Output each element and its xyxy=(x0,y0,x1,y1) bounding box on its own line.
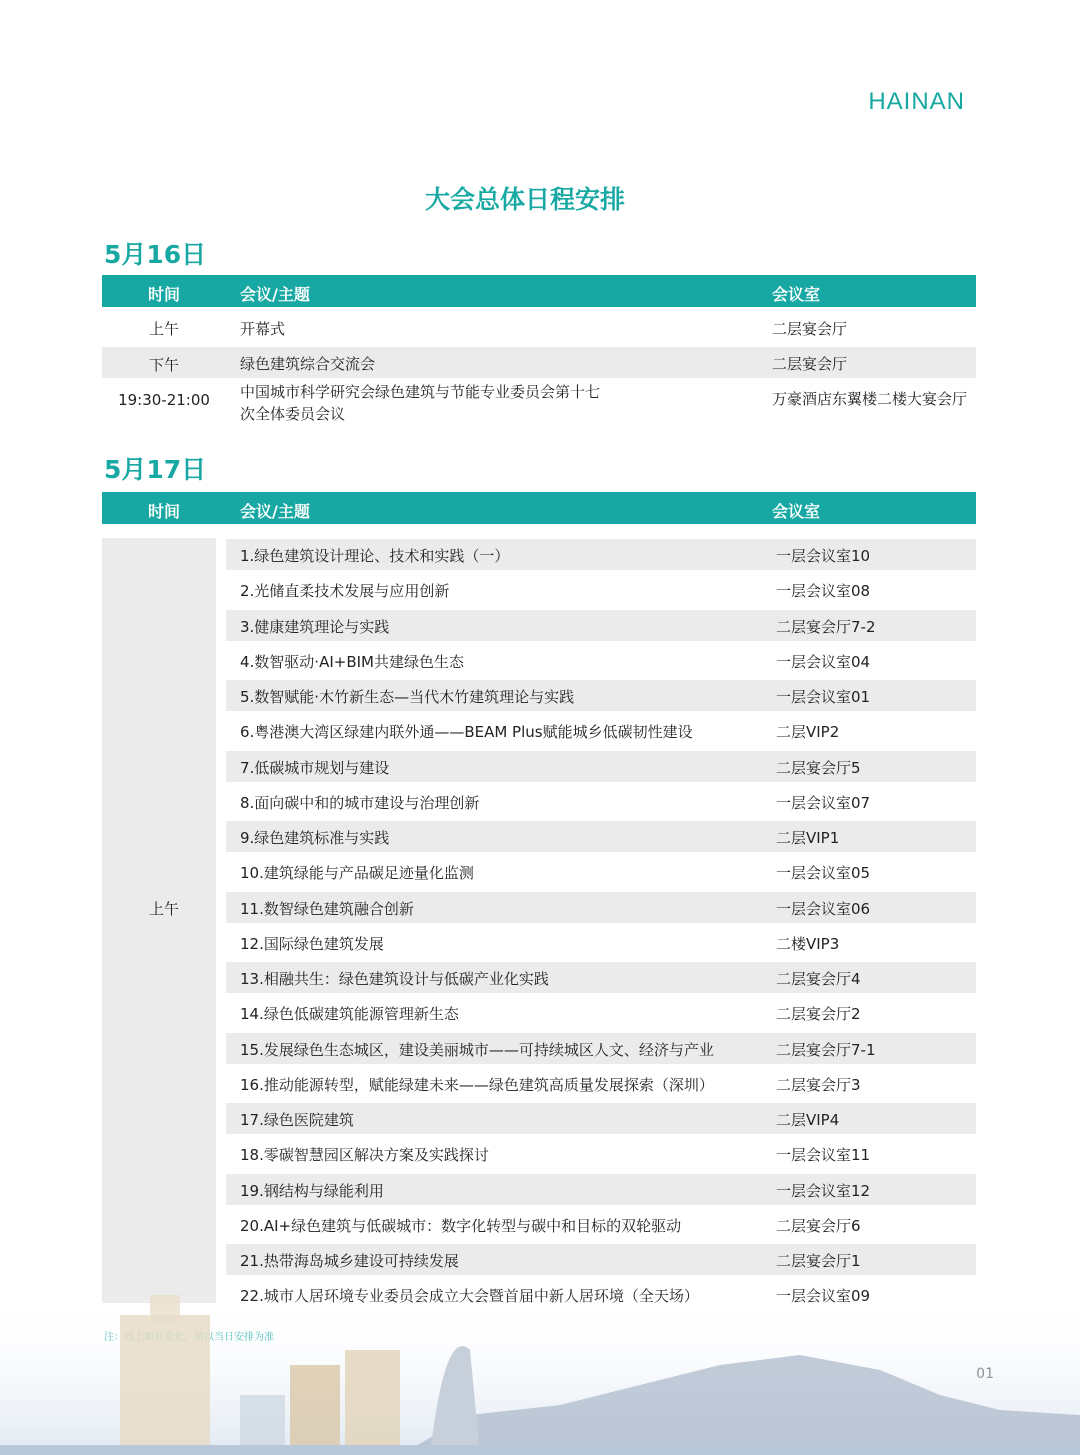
table-row xyxy=(226,997,976,1028)
session-topic: 15.发展绿色生态城区，建设美丽城市——可持续城区人文、经济与产业 xyxy=(240,1040,714,1059)
table-row xyxy=(226,1138,976,1169)
session-room: 二层宴会厅7-1 xyxy=(776,1040,876,1059)
session-topic: 18.零碳智慧园区解决方案及实践探讨 xyxy=(240,1146,489,1165)
session-room: 一层会议室06 xyxy=(776,899,871,918)
session-room: 一层会议室08 xyxy=(776,582,871,601)
table-row xyxy=(226,1068,976,1099)
header-room: 会议室 xyxy=(772,502,821,521)
session-topic: 12.国际绿色建筑发展 xyxy=(240,934,384,953)
session-room: 二层宴会厅5 xyxy=(776,758,861,777)
table-row xyxy=(102,347,976,378)
session-room: 二层VIP4 xyxy=(776,1111,840,1129)
session-topic: 9.绿色建筑标准与实践 xyxy=(240,829,390,847)
session-topic: 8.面向碳中和的城市建设与治理创新 xyxy=(240,793,480,812)
row-topic-line2: 次全体委员会议 xyxy=(240,405,346,423)
table-row xyxy=(226,962,976,993)
table-row xyxy=(226,574,976,605)
session-topic: 6.粤港澳大湾区绿建内联外通——BEAM Plus赋能城乡低碳韧性建设 xyxy=(240,723,693,742)
session-room: 一层会议室12 xyxy=(776,1181,871,1200)
table-row xyxy=(102,311,976,343)
row-topic: 绿色建筑综合交流会 xyxy=(240,355,376,373)
page-title: 大会总体日程安排 xyxy=(424,185,625,214)
session-topic: 4.数智驱动·AI+BIM共建绿色生态 xyxy=(240,652,464,671)
session-topic: 14.绿色低碳建筑能源管理新生态 xyxy=(240,1005,459,1024)
brand-label: HAINAN xyxy=(868,88,965,115)
session-topic: 3.健康建筑理论与实践 xyxy=(240,617,390,636)
session-topic: 1.绿色建筑设计理论、技术和实践（一） xyxy=(240,547,510,565)
row-topic-line1: 中国城市科学研究会绿色建筑与节能专业委员会第十七 xyxy=(240,383,601,401)
session-topic: 10.建筑绿能与产品碳足迹量化监测 xyxy=(240,864,474,883)
skyline-illustration xyxy=(0,1295,1080,1455)
day1-title: 5月16日 xyxy=(104,240,207,269)
table-row xyxy=(226,821,976,852)
session-room: 一层会议室05 xyxy=(776,864,871,883)
session-topic: 13.相融共生：绿色建筑设计与低碳产业化实践 xyxy=(240,970,549,988)
session-topic: 11.数智绿色建筑融合创新 xyxy=(240,899,414,918)
am-label: 上午 xyxy=(148,900,179,918)
row-time: 19:30-21:00 xyxy=(118,391,210,409)
session-room: 二层宴会厅7-2 xyxy=(776,617,876,636)
table-row xyxy=(226,751,976,782)
day1-table-header xyxy=(102,275,976,307)
session-topic: 20.AI+绿色建筑与低碳城市：数字化转型与碳中和目标的双轮驱动 xyxy=(240,1216,682,1235)
table-row xyxy=(102,380,976,424)
table-row xyxy=(226,539,976,570)
table-row xyxy=(226,1244,976,1275)
session-topic: 21.热带海岛城乡建设可持续发展 xyxy=(240,1252,459,1270)
header-room: 会议室 xyxy=(772,285,821,304)
session-topic: 7.低碳城市规划与建设 xyxy=(240,758,390,777)
row-time: 上午 xyxy=(148,320,179,338)
header-time: 时间 xyxy=(147,285,180,304)
session-topic: 19.钢结构与绿能利用 xyxy=(240,1181,384,1200)
row-room: 万豪酒店东翼楼二楼大宴会厅 xyxy=(772,390,968,408)
session-topic: 16.推动能源转型，赋能绿建未来——绿色建筑高质量发展探索（深圳） xyxy=(240,1075,714,1094)
session-room: 二层宴会厅4 xyxy=(776,970,861,988)
session-room: 二层宴会厅6 xyxy=(776,1216,861,1235)
session-room: 二层宴会厅1 xyxy=(776,1252,861,1270)
session-topic: 17.绿色医院建筑 xyxy=(240,1111,354,1129)
session-room: 二层VIP1 xyxy=(776,829,840,847)
day2-table-header xyxy=(102,492,976,524)
table-row xyxy=(226,1103,976,1134)
table-row xyxy=(226,715,976,746)
row-time: 下午 xyxy=(148,356,179,374)
row-topic: 开幕式 xyxy=(240,320,286,338)
session-room: 二层宴会厅3 xyxy=(776,1075,861,1094)
table-row xyxy=(226,610,976,641)
session-room: 一层会议室10 xyxy=(776,547,871,565)
table-row xyxy=(226,786,976,817)
table-row xyxy=(226,645,976,676)
table-row xyxy=(226,1174,976,1205)
session-topic: 5.数智赋能·木竹新生态—当代木竹建筑理论与实践 xyxy=(240,688,575,706)
table-row xyxy=(226,856,976,887)
day2-title: 5月17日 xyxy=(104,455,207,484)
table-row xyxy=(226,1209,976,1240)
row-room: 二层宴会厅 xyxy=(772,320,848,338)
header-topic: 会议/主题 xyxy=(240,285,310,304)
header-time: 时间 xyxy=(147,502,180,521)
session-room: 二层宴会厅2 xyxy=(776,1005,861,1024)
header-topic: 会议/主题 xyxy=(240,502,310,521)
session-room: 二楼VIP3 xyxy=(776,934,840,953)
table-row xyxy=(226,892,976,923)
session-topic: 2.光储直柔技术发展与应用创新 xyxy=(240,582,450,601)
session-room: 二层VIP2 xyxy=(776,723,840,742)
session-room: 一层会议室11 xyxy=(776,1146,871,1165)
table-row xyxy=(226,1033,976,1064)
table-row xyxy=(226,927,976,958)
table-row xyxy=(226,680,976,711)
row-room: 二层宴会厅 xyxy=(772,355,848,373)
session-room: 一层会议室01 xyxy=(776,688,871,706)
am-time-cell xyxy=(102,538,216,1303)
session-room: 一层会议室07 xyxy=(776,793,871,812)
session-room: 一层会议室04 xyxy=(776,652,871,671)
